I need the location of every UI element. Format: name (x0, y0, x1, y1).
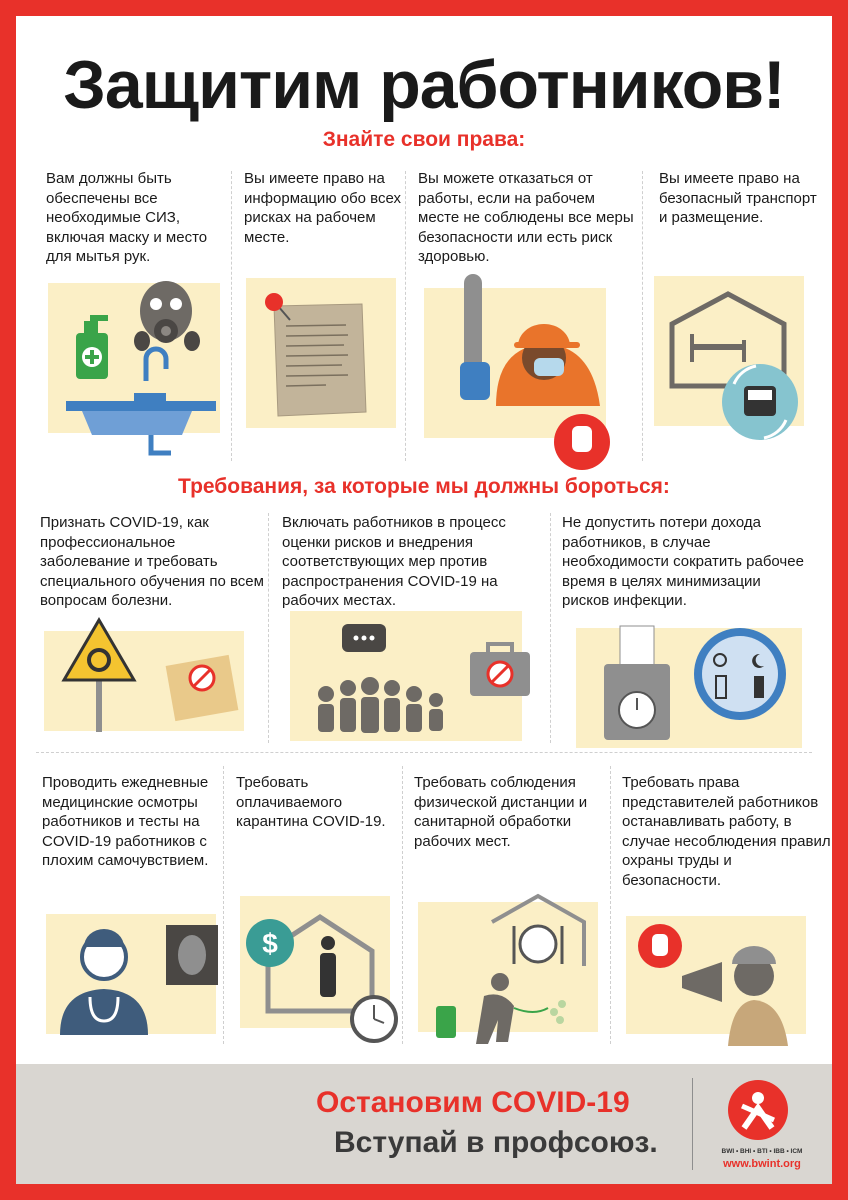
sanitation-illustration (426, 886, 606, 1046)
divider (268, 513, 269, 743)
svg-text:$: $ (262, 928, 278, 959)
clock-icon (352, 997, 396, 1041)
ppe-illustration (46, 271, 226, 451)
biohazard-sign-icon (64, 620, 134, 732)
worker-speaking-icon (728, 946, 788, 1046)
timeclock-illustration (590, 624, 820, 754)
notebook-icon (166, 655, 239, 721)
demand-physical-distancing-text: Требовать соблюдения физической дистанции и санитарной обработки рабочих мест. (414, 774, 588, 850)
first-aid-kit-icon (470, 644, 530, 696)
poster-title: Защитим работников! (63, 47, 785, 123)
footer-banner (16, 1064, 832, 1184)
quarantine-illustration (244, 911, 404, 1041)
rights-heading: Знайте свои права: (322, 128, 526, 151)
demand-occupational-disease-text: Признать COVID-19, как профессиональное заболевание и требовать специального обучения по всем вопросам болезни. (40, 514, 264, 609)
demand-risk-assessment-text: Включать работников в процесс оценки рисков и внедрения соответствующих мер против распространения COVID-19 на рабочих местах. (282, 514, 506, 609)
demand-paid-quarantine-text: Требовать оплачиваемого карантина COVID-19. (236, 774, 386, 830)
time-clock-icon (604, 626, 670, 740)
stop-hand-icon (638, 924, 682, 968)
divider (642, 171, 643, 461)
chainsaw-icon (460, 274, 490, 400)
stop-hand-icon (554, 414, 610, 470)
worker-chainsaw-illustration (436, 266, 616, 466)
document-icon (274, 304, 366, 416)
sanitizer-bottle-icon (76, 315, 108, 379)
divider (550, 513, 551, 743)
bwi-logo-icon (728, 1080, 788, 1140)
dollar-icon (246, 919, 294, 967)
megaphone-icon (682, 962, 722, 1002)
day-night-shift-icon (694, 628, 786, 720)
right-refuse-work-text: Вы можете отказаться от работы, если на рабочем месте не соблюдены все меры безопасности или есть риск здоровью. (418, 170, 634, 265)
demand-income-protection-text: Не допустить потери дохода работников, в случае необходимости сократить рабочее время в целях минимизации рисков инфекции. (562, 514, 804, 609)
bus-icon (722, 364, 798, 440)
xray-icon (166, 925, 218, 985)
bed-icon (690, 334, 746, 362)
workers-group-illustration (306, 616, 536, 736)
canteen-icon (492, 896, 584, 966)
demand-medical-checks-text: Проводить ежедневные медицинские осмотры работников и тесты на COVID-19 работников с плохим самочувствием. (42, 774, 209, 869)
right-information-text: Вы имеете право на информацию обо всех рисках на рабочем месте. (244, 170, 401, 246)
right-transport-text: Вы имеете право на безопасный транспорт и размещение. (659, 170, 817, 226)
housing-transport-illustration (664, 286, 814, 446)
doctor-icon (60, 929, 148, 1035)
person-icon (320, 936, 336, 997)
biohazard-illustration (56, 616, 256, 736)
representative-illustration (636, 916, 826, 1046)
footer-slogan: Остановим COVID-19 (316, 1086, 630, 1119)
divider (610, 766, 611, 1044)
speech-bubble-icon (342, 624, 386, 652)
document-illustration (256, 286, 396, 426)
divider (231, 171, 232, 461)
doctor-illustration (56, 911, 226, 1041)
divider (405, 171, 406, 461)
poster-content (16, 16, 832, 1184)
divider (692, 1078, 693, 1170)
website-link[interactable]: www.bwint.org (723, 1158, 801, 1170)
worker-icon (496, 324, 600, 406)
divider (36, 752, 812, 753)
footer-call-to-action: Вступай в профсоюз. (334, 1126, 658, 1159)
right-ppe-text: Вам должны быть обеспечены все необходимые СИЗ, включая маску и место для мытья рук. (46, 170, 208, 265)
gas-mask-icon (134, 281, 200, 351)
sprayer-worker-icon (436, 973, 566, 1044)
member-organizations: BWI • BHI • BTI • IBB • ICM (721, 1148, 803, 1155)
people-group-icon (318, 677, 443, 733)
demand-stop-work-right-text: Требовать права представителей работников останавливать работу, в случае несоблюдения правил охраны труды и безопасности. (622, 774, 831, 889)
demands-heading: Требования, за которые мы должны бороться: (178, 475, 670, 498)
